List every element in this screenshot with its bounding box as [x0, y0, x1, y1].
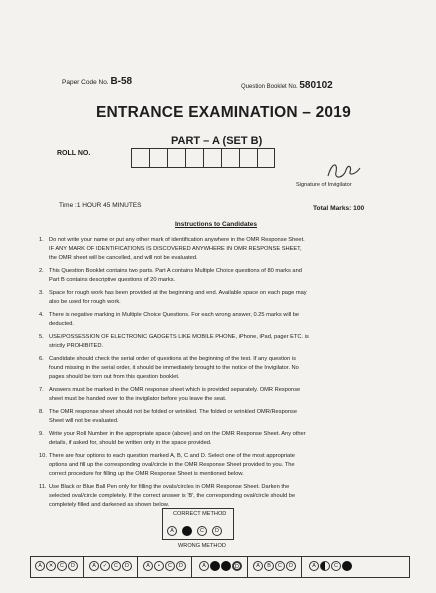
instruction-line: selected oval/circle completely. If the correct answer is 'B', the corresponding oval/circle should be	[49, 493, 296, 499]
instructions-heading: Instructions to Candidates	[175, 221, 257, 228]
instruction-line: There is negative marking in Multiple Choice Questions. For each wrong answer, 0.25 marks will be	[49, 312, 300, 318]
instruction-line: This Question Booklet contains two parts. Part A contains Multiple Choice questions of 80 marks and	[49, 268, 302, 274]
instruction-line: IF ANY MARK OF IDENTIFICATIONS IS DISCOVERED ANYWHERE IN OMR RESPONSE SHEET,	[49, 246, 302, 252]
instruction-line: pages should be torn out from this question booklet.	[49, 374, 180, 380]
instruction-line: Write your Roll Number in the appropriate space (above) and on the OMR Response Sheet. Any other	[49, 431, 306, 437]
bubble-d: D	[212, 526, 222, 536]
instruction-line: Candidate should check the serial order of questions at the beginning of the test. If any question is	[49, 356, 296, 362]
instruction-line: Part B contains descriptive questions of 20 marks.	[49, 277, 176, 283]
instruction-line: Sheet will not be evaluated.	[49, 418, 119, 424]
page-subtitle: PART – A (SET B)	[171, 135, 263, 147]
roll-box	[149, 148, 167, 168]
instruction-line: details, if asked for, should be written only in the space provided.	[49, 440, 212, 446]
instruction-line: the OMR sheet will be cancelled, and will not be evaluated.	[49, 255, 198, 261]
correct-method-label: CORRECT METHOD	[173, 511, 227, 517]
roll-box	[167, 148, 185, 168]
instruction-item	[39, 236, 389, 263]
roll-label: ROLL NO.	[57, 150, 91, 157]
instruction-item	[39, 483, 389, 510]
roll-box	[131, 148, 149, 168]
roll-box	[185, 148, 203, 168]
bubble-a: A	[167, 526, 177, 536]
instruction-number: 5.	[39, 334, 44, 340]
instruction-line: completely filled and darkened as shown below.	[49, 502, 170, 508]
instruction-line: deducted.	[49, 321, 74, 327]
instruction-line: Space for rough work has been provided at the beginning and end. Available space on each page may	[49, 290, 307, 296]
instruction-line: options and fill up the corresponding oval/circle in the OMR Response Sheet provided to you. The	[49, 462, 295, 468]
time-label: Time :1 HOUR 45 MINUTES	[59, 202, 142, 209]
instruction-item	[39, 333, 389, 351]
total-marks: Total Marks: 100	[313, 205, 365, 212]
page-title: ENTRANCE EXAMINATION – 2019	[96, 104, 351, 121]
instruction-number: 2.	[39, 268, 44, 274]
instruction-line: found missing in the serial order, it should be immediately brought to the notice of the Invigilator. No	[49, 365, 299, 371]
roll-box	[257, 148, 275, 168]
instruction-number: 9.	[39, 431, 44, 437]
instruction-line: There are four options to each question marked A, B, C and D. Select one of the most appropriate	[49, 453, 295, 459]
roll-box	[203, 148, 221, 168]
instruction-item	[39, 267, 389, 285]
instruction-line: Use Black or Blue Ball Pen only for filling the ovals/circles in OMR Response Sheet. Darken the	[49, 484, 290, 490]
wrong-method-label: WRONG METHOD	[178, 543, 226, 549]
instruction-number: 7.	[39, 387, 44, 393]
bubble-c: C	[197, 526, 207, 536]
booklet-number: Question Booklet No. 580102	[241, 80, 333, 91]
instruction-line: USE/POSSESSION OF ELECTRONIC GADGETS LIKE MOBILE PHONE, iPhone, iPad, pager ETC. is	[49, 334, 309, 340]
instruction-line: sheet must be handed over to the invigilator before you leave the seat.	[49, 396, 227, 402]
instruction-line: correct procedure for filling up the OMR Response Sheet is mentioned below.	[49, 471, 244, 477]
instruction-line: Do not write your name or put any other mark of identification anywhere in the OMR Response Sheet.	[49, 237, 305, 243]
instruction-line: The OMR response sheet should not be folded or wrinkled. The folded or wrinkled OMR/Response	[49, 409, 298, 415]
instruction-item	[39, 355, 389, 382]
wrong-method-row: A ✕ C D A ✓ C D A • C D A D A B C D A C	[30, 556, 410, 578]
roll-box	[239, 148, 257, 168]
instruction-number: 11.	[39, 484, 47, 490]
instruction-number: 4.	[39, 312, 44, 318]
instruction-number: 10.	[39, 453, 47, 459]
signature-label: Signature of Invigilator	[296, 182, 352, 188]
instruction-item	[39, 311, 389, 329]
instruction-item	[39, 289, 389, 307]
instruction-line: Answers must be marked in the OMR response sheet which is provided separately. OMR Response	[49, 387, 301, 393]
instruction-number: 8.	[39, 409, 44, 415]
roll-number-boxes	[131, 148, 275, 168]
roll-box	[221, 148, 239, 168]
instruction-number: 3.	[39, 290, 44, 296]
correct-method-box	[162, 508, 234, 540]
instruction-line: strictly PROHIBITED.	[49, 343, 104, 349]
instruction-item	[39, 452, 389, 479]
instruction-line: also be used for rough work.	[49, 299, 121, 305]
instruction-item	[39, 408, 389, 426]
instruction-item	[39, 430, 389, 448]
invigilator-signature	[324, 158, 364, 182]
instruction-number: 6.	[39, 356, 44, 362]
bubble-b-filled	[182, 526, 192, 536]
instruction-number: 1.	[39, 237, 44, 243]
paper-code: Paper Code No. B-58	[62, 76, 133, 87]
instruction-item	[39, 386, 389, 404]
